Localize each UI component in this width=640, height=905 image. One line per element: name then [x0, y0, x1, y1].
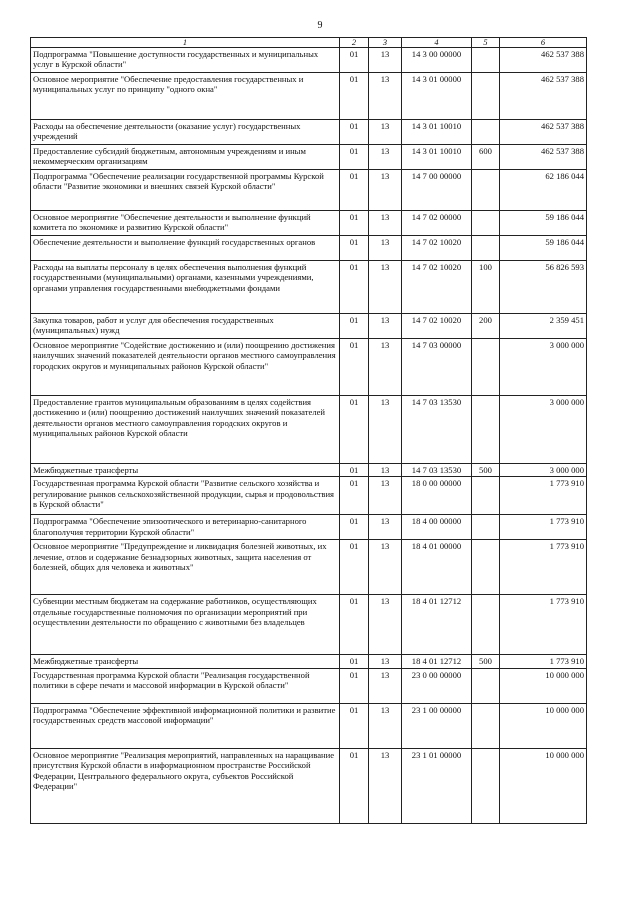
expense-name-cell: Основное мероприятие "Содействие достижению и (или) поощрению достижения наилучших значений показателей деятельности органов местного самоуправления городских округов и муниципальных районов Курской области"	[31, 339, 340, 396]
target-article-cell: 18 4 00 00000	[402, 515, 472, 540]
column-number: 4	[402, 38, 472, 48]
column-number: 3	[369, 38, 402, 48]
expense-type-cell: 500	[472, 464, 500, 477]
expense-type-cell	[472, 540, 500, 595]
target-article-cell: 14 7 03 13530	[402, 396, 472, 464]
expense-name-cell: Основное мероприятие "Реализация мероприятий, направленных на наращивание присутствия Курской области в информационном пространстве Российской Федерации, Центрального федерального округа, субъектов Российской Федерации"	[31, 748, 340, 823]
amount-cell: 56 826 593	[500, 261, 587, 314]
target-article-cell: 14 3 01 00000	[402, 73, 472, 120]
expense-name-cell: Предоставление субсидий бюджетным, автономным учреждениям и иным некоммерческим организациям	[31, 145, 340, 170]
expense-type-cell	[472, 236, 500, 261]
table-row	[31, 339, 587, 396]
target-article-cell: 14 3 01 10010	[402, 120, 472, 145]
expense-type-cell	[472, 211, 500, 236]
expense-name-cell: Подпрограмма "Обеспечение реализации государственной программы Курской области "Развитие экономики и внешних связей Курской области"	[31, 170, 340, 211]
section-code-cell: 01	[340, 668, 369, 703]
subsection-code-cell: 13	[369, 314, 402, 339]
amount-cell: 462 537 388	[500, 73, 587, 120]
expense-type-cell	[472, 170, 500, 211]
column-number: 5	[472, 38, 500, 48]
section-code-cell: 01	[340, 703, 369, 748]
target-article-cell: 14 7 00 00000	[402, 170, 472, 211]
amount-cell: 62 186 044	[500, 170, 587, 211]
amount-cell: 1 773 910	[500, 477, 587, 515]
subsection-code-cell: 13	[369, 120, 402, 145]
expense-type-cell	[472, 477, 500, 515]
target-article-cell: 23 1 01 00000	[402, 748, 472, 823]
subsection-code-cell: 13	[369, 748, 402, 823]
expense-type-cell	[472, 396, 500, 464]
expense-type-cell	[472, 48, 500, 73]
subsection-code-cell: 13	[369, 236, 402, 261]
target-article-cell: 18 4 01 12712	[402, 595, 472, 655]
subsection-code-cell: 13	[369, 668, 402, 703]
subsection-code-cell: 13	[369, 515, 402, 540]
target-article-cell: 14 7 02 10020	[402, 236, 472, 261]
section-code-cell: 01	[340, 211, 369, 236]
subsection-code-cell: 13	[369, 703, 402, 748]
target-article-cell: 14 3 00 00000	[402, 48, 472, 73]
table-row	[31, 236, 587, 261]
table-row	[31, 748, 587, 823]
target-article-cell: 18 4 01 12712	[402, 655, 472, 668]
subsection-code-cell: 13	[369, 540, 402, 595]
table-row	[31, 170, 587, 211]
amount-cell: 10 000 000	[500, 668, 587, 703]
amount-cell: 2 359 451	[500, 314, 587, 339]
expense-name-cell: Расходы на выплаты персоналу в целях обеспечения выполнения функций государственными (муниципальными) органами, казенными учреждениями, органами управления государственными внебюджетными фондами	[31, 261, 340, 314]
column-number: 1	[31, 38, 340, 48]
target-article-cell: 14 7 03 13530	[402, 464, 472, 477]
section-code-cell: 01	[340, 145, 369, 170]
expense-name-cell: Подпрограмма "Обеспечение эффективной информационной политики и развитие государственных средств массовой информации"	[31, 703, 340, 748]
subsection-code-cell: 13	[369, 261, 402, 314]
amount-cell: 10 000 000	[500, 748, 587, 823]
expense-type-cell	[472, 339, 500, 396]
expense-type-cell: 200	[472, 314, 500, 339]
page-number: 9	[317, 20, 323, 31]
section-code-cell: 01	[340, 170, 369, 211]
table-row	[31, 120, 587, 145]
expense-type-cell	[472, 515, 500, 540]
subsection-code-cell: 13	[369, 211, 402, 236]
amount-cell: 59 186 044	[500, 211, 587, 236]
section-code-cell: 01	[340, 464, 369, 477]
expense-type-cell	[472, 703, 500, 748]
amount-cell: 1 773 910	[500, 540, 587, 595]
section-code-cell: 01	[340, 236, 369, 261]
subsection-code-cell: 13	[369, 73, 402, 120]
table-row	[31, 655, 587, 668]
amount-cell: 462 537 388	[500, 120, 587, 145]
section-code-cell: 01	[340, 748, 369, 823]
table-row	[31, 314, 587, 339]
table-row	[31, 668, 587, 703]
section-code-cell: 01	[340, 120, 369, 145]
table-row	[31, 595, 587, 655]
expense-type-cell: 100	[472, 261, 500, 314]
section-code-cell: 01	[340, 595, 369, 655]
target-article-cell: 14 7 02 00000	[402, 211, 472, 236]
subsection-code-cell: 13	[369, 655, 402, 668]
expense-name-cell: Предоставление грантов муниципальным образованиям в целях содействия достижению и (или) поощрению достижений наилучших значений показателей деятельности органов местного самоуправления городских округов и муниципальных районов Курской области	[31, 396, 340, 464]
expense-type-cell: 600	[472, 145, 500, 170]
column-number: 2	[340, 38, 369, 48]
target-article-cell: 14 7 02 10020	[402, 314, 472, 339]
section-code-cell: 01	[340, 477, 369, 515]
column-number-row	[31, 38, 587, 48]
amount-cell: 10 000 000	[500, 703, 587, 748]
expense-name-cell: Подпрограмма "Повышение доступности государственных и муниципальных услуг в Курской области"	[31, 48, 340, 73]
expense-name-cell: Межбюджетные трансферты	[31, 655, 340, 668]
amount-cell: 3 000 000	[500, 464, 587, 477]
section-code-cell: 01	[340, 339, 369, 396]
expense-name-cell: Обеспечение деятельности и выполнение функций государственных органов	[31, 236, 340, 261]
subsection-code-cell: 13	[369, 48, 402, 73]
table-row	[31, 464, 587, 477]
target-article-cell: 14 3 01 10010	[402, 145, 472, 170]
target-article-cell: 23 0 00 00000	[402, 668, 472, 703]
section-code-cell: 01	[340, 73, 369, 120]
subsection-code-cell: 13	[369, 464, 402, 477]
expense-type-cell	[472, 595, 500, 655]
table-row	[31, 48, 587, 73]
expense-type-cell	[472, 120, 500, 145]
expense-name-cell: Межбюджетные трансферты	[31, 464, 340, 477]
expense-name-cell: Расходы на обеспечение деятельности (оказание услуг) государственных учреждений	[31, 120, 340, 145]
column-number: 6	[500, 38, 587, 48]
expense-name-cell: Государственная программа Курской области "Реализация государственной политики в сфере печати и массовой информации в Курской области"	[31, 668, 340, 703]
expense-type-cell	[472, 73, 500, 120]
table-row	[31, 73, 587, 120]
expense-name-cell: Подпрограмма "Обеспечение эпизоотического и ветеринарно-санитарного благополучия территории Курской области"	[31, 515, 340, 540]
table-row	[31, 540, 587, 595]
expense-type-cell: 500	[472, 655, 500, 668]
subsection-code-cell: 13	[369, 170, 402, 211]
expense-name-cell: Закупка товаров, работ и услуг для обеспечения государственных (муниципальных) нужд	[31, 314, 340, 339]
amount-cell: 59 186 044	[500, 236, 587, 261]
section-code-cell: 01	[340, 396, 369, 464]
table-row	[31, 703, 587, 748]
subsection-code-cell: 13	[369, 595, 402, 655]
subsection-code-cell: 13	[369, 396, 402, 464]
amount-cell: 1 773 910	[500, 655, 587, 668]
expense-name-cell: Основное мероприятие "Обеспечение деятельности и выполнение функций комитета по экономике и развитию Курской области"	[31, 211, 340, 236]
amount-cell: 462 537 388	[500, 145, 587, 170]
target-article-cell: 18 4 01 00000	[402, 540, 472, 595]
expense-type-cell	[472, 748, 500, 823]
subsection-code-cell: 13	[369, 339, 402, 396]
subsection-code-cell: 13	[369, 477, 402, 515]
table-row	[31, 145, 587, 170]
section-code-cell: 01	[340, 48, 369, 73]
target-article-cell: 14 7 02 10020	[402, 261, 472, 314]
expense-type-cell	[472, 668, 500, 703]
target-article-cell: 14 7 03 00000	[402, 339, 472, 396]
section-code-cell: 01	[340, 261, 369, 314]
amount-cell: 3 000 000	[500, 339, 587, 396]
table-row	[31, 515, 587, 540]
table-row	[31, 396, 587, 464]
target-article-cell: 23 1 00 00000	[402, 703, 472, 748]
table-row	[31, 211, 587, 236]
subsection-code-cell: 13	[369, 145, 402, 170]
amount-cell: 1 773 910	[500, 515, 587, 540]
section-code-cell: 01	[340, 655, 369, 668]
table-row	[31, 477, 587, 515]
amount-cell: 462 537 388	[500, 48, 587, 73]
expense-name-cell: Государственная программа Курской области "Развитие сельского хозяйства и регулирование рынков сельскохозяйственной продукции, сырья и продовольствия в Курской области"	[31, 477, 340, 515]
amount-cell: 1 773 910	[500, 595, 587, 655]
target-article-cell: 18 0 00 00000	[402, 477, 472, 515]
amount-cell: 3 000 000	[500, 396, 587, 464]
section-code-cell: 01	[340, 314, 369, 339]
budget-table	[30, 37, 587, 824]
section-code-cell: 01	[340, 515, 369, 540]
expense-name-cell: Основное мероприятие "Предупреждение и ликвидация болезней животных, их лечение, отлов и содержание безнадзорных животных, защита населения от болезней, общих для человека и животных"	[31, 540, 340, 595]
expense-name-cell: Субвенции местным бюджетам на содержание работников, осуществляющих отдельные государственные полномочия по организации мероприятий при осуществлении деятельности по обращению с животными без владельцев	[31, 595, 340, 655]
table-row	[31, 261, 587, 314]
expense-name-cell: Основное мероприятие "Обеспечение предоставления государственных и муниципальных услуг по принципу "одного окна"	[31, 73, 340, 120]
section-code-cell: 01	[340, 540, 369, 595]
